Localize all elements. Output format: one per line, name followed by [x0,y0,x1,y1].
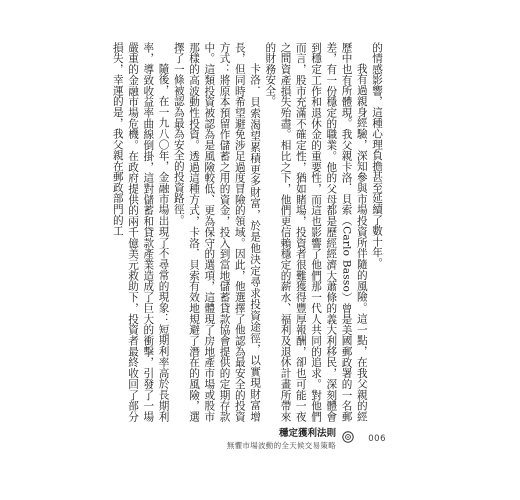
paragraph: 隨後，在一九八〇年，金融市場出現了不尋常的現象：短期利率高於長期利率，導致收益率曲線倒掛，這對儲蓄和貸款產業造成了巨大的衝擊，引發了一場嚴重的金融市場危機。在政府提供的兩千億美元救助下，投資者最終收回了部分損失，幸運的是，我父親在郵政部門的工 [111,42,170,422]
paragraph: 卡洛．貝索渴望累積更多財富，於是他決定尋求投資途徑，以實現財富增長，但同時希望避免涉足過度冒險的領域。因此，他選擇了他認為最安全的投資方式：將原本預留作儲蓄之用的資金，投入到當地儲蓄貸款協會提供的定期存款中。這類投資被認為是風險較低、更為保守的選項，這體現了房地產市場或股市那樣的高波動性投資。透過這種方式，卡洛．貝索有效地規避了潛在的風險，選擇了一條被認為最為安全的投資路徑。 [172,42,261,422]
page-number: 006 [368,434,386,444]
page-footer [196,428,386,458]
running-title [227,428,336,451]
paragraph: 的情感影響，這種心理負擔甚至延續了數十年。 [371,42,383,269]
paragraph: 我有過親身經驗，深知參與市場投資所伴隨的風險。這一點，在我父親的經歷中也有所體現。我父親卡洛．貝索（Carlo Basso）曾是美國郵政署的一名郵差，有一份穩定的職業。他的父母都是歷經經濟大蕭條的義大利移民，深刻體會到穩定工作和退休金的重要性，而這也影響了他們那一代人共同的追求。對他們而言，股市充滿不確定性，猶如賭場，投資者很難獲得豐厚報酬，卻也可能一夜之間資產損失殆盡。相比之下，他們更信賴穩定的薪水、福利及退休計畫所帶來的財務安全。 [264,42,368,422]
publisher-logo-icon [342,431,354,443]
body-text [111,42,384,422]
book-title: 穩定獲利法則 [278,428,336,439]
book-subtitle: 無懼市場波動的全天候交易策略 [226,441,336,450]
